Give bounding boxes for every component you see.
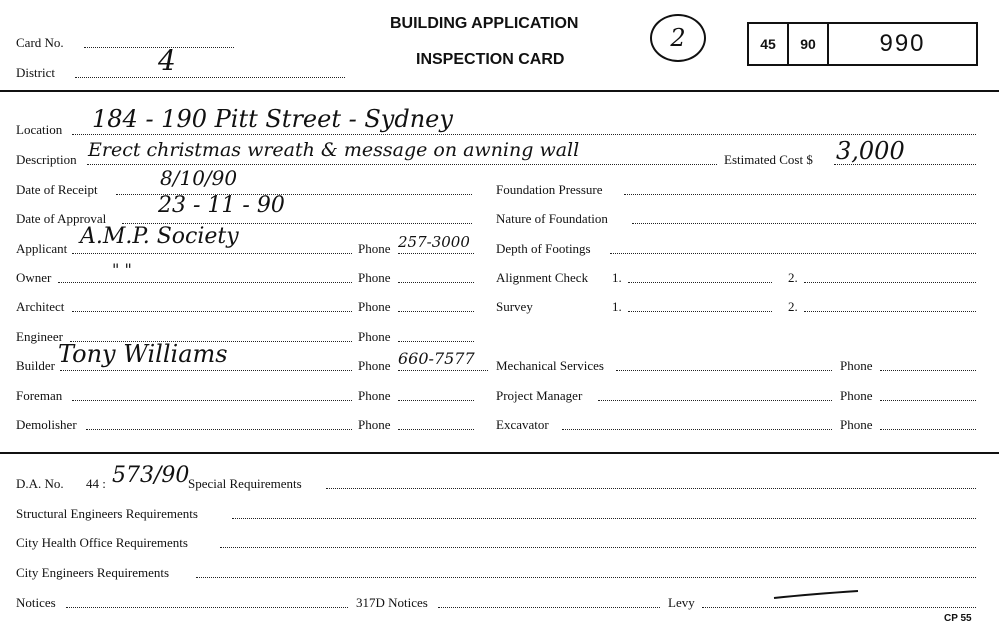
notices-label: Notices [16, 595, 56, 610]
survey-1-label: 1. [612, 299, 622, 314]
alignment-check-1-label: 1. [612, 270, 622, 285]
divider-middle [0, 452, 999, 454]
alignment-check-label: Alignment Check [496, 270, 589, 285]
project-manager-phone-field[interactable] [880, 400, 976, 401]
structural-field[interactable] [232, 518, 976, 519]
project-manager-field[interactable] [598, 400, 832, 401]
engineer-label: Engineer [16, 329, 63, 344]
applicant-field[interactable] [72, 253, 352, 254]
demolisher-phone-label: Phone [358, 417, 391, 432]
notices-field[interactable] [66, 607, 348, 608]
excavator-phone-field[interactable] [880, 429, 976, 430]
ref-box-2: 90 [789, 24, 829, 64]
foreman-phone-field[interactable] [398, 400, 474, 401]
description-value: Erect christmas wreath & message on awning wall [88, 139, 580, 161]
divider-top [0, 90, 999, 92]
form-code: CP 55 [944, 613, 972, 624]
levy-field[interactable] [702, 607, 976, 608]
structural-label: Structural Engineers Requirements [16, 506, 198, 521]
survey-2-field[interactable] [804, 311, 976, 312]
applicant-phone-field[interactable] [398, 253, 474, 254]
form-title-line2: INSPECTION CARD [416, 51, 565, 68]
city-eng-label: City Engineers Requirements [16, 565, 170, 580]
excavator-phone-label: Phone [840, 417, 873, 432]
project-manager-label: Project Manager [496, 388, 583, 403]
mechanical-phone-label: Phone [840, 358, 873, 373]
architect-label: Architect [16, 299, 65, 314]
special-req-field[interactable] [326, 488, 976, 489]
project-manager-phone-label: Phone [840, 388, 873, 403]
form-title-line1: BUILDING APPLICATION [390, 15, 579, 32]
nature-foundation-label: Nature of Foundation [496, 211, 608, 226]
engineer-phone-field[interactable] [398, 341, 474, 342]
applicant-phone-value: 257-3000 [398, 233, 470, 251]
mechanical-label: Mechanical Services [496, 358, 604, 373]
foreman-phone-label: Phone [358, 388, 391, 403]
demolisher-label: Demolisher [16, 417, 77, 432]
da-value: 573/90 [112, 463, 190, 488]
survey-label: Survey [496, 299, 533, 314]
owner-field[interactable] [58, 282, 352, 283]
excavator-field[interactable] [562, 429, 832, 430]
health-field[interactable] [220, 547, 976, 548]
health-label: City Health Office Requirements [16, 535, 188, 550]
builder-phone-label: Phone [358, 358, 391, 373]
location-value: 184 - 190 Pitt Street - Sydney [92, 105, 453, 133]
district-value: 4 [158, 44, 176, 77]
applicant-label: Applicant [16, 241, 68, 256]
builder-phone-field[interactable] [398, 370, 488, 371]
ref-box-1: 45 [749, 24, 789, 64]
foreman-field[interactable] [72, 400, 352, 401]
architect-phone-field[interactable] [398, 311, 474, 312]
card-no-label: Card No. [16, 35, 64, 50]
demolisher-phone-field[interactable] [398, 429, 474, 430]
levy-label: Levy [668, 595, 695, 610]
city-eng-field[interactable] [196, 577, 976, 578]
mechanical-field[interactable] [616, 370, 832, 371]
estimated-cost-label: Estimated Cost $ [724, 152, 813, 167]
builder-phone-value: 660-7577 [398, 349, 475, 368]
da-no-label: D.A. No. [16, 476, 64, 491]
demolisher-field[interactable] [86, 429, 352, 430]
date-approval-label: Date of Approval [16, 211, 107, 226]
survey-1-field[interactable] [628, 311, 772, 312]
estimated-cost-value: 3,000 [836, 137, 905, 165]
architect-phone-label: Phone [358, 299, 391, 314]
location-label: Location [16, 122, 63, 137]
description-label: Description [16, 152, 77, 167]
alignment-check-2-field[interactable] [804, 282, 976, 283]
owner-value: " " [112, 260, 132, 279]
builder-label: Builder [16, 358, 55, 373]
da-prefix: 44 : [86, 476, 106, 491]
levy-pen-stroke [772, 590, 860, 600]
owner-phone-field[interactable] [398, 282, 474, 283]
special-req-label: Special Requirements [188, 476, 302, 491]
alignment-check-1-field[interactable] [628, 282, 772, 283]
applicant-value: A.M.P. Society [80, 224, 239, 249]
owner-label: Owner [16, 270, 52, 285]
foreman-label: Foreman [16, 388, 63, 403]
district-label: District [16, 65, 55, 80]
foundation-pressure-label: Foundation Pressure [496, 182, 603, 197]
depth-footings-field[interactable] [610, 253, 976, 254]
excavator-label: Excavator [496, 417, 549, 432]
depth-footings-label: Depth of Footings [496, 241, 591, 256]
date-receipt-value: 8/10/90 [160, 166, 238, 190]
mechanical-phone-field[interactable] [880, 370, 976, 371]
foundation-pressure-field[interactable] [624, 194, 976, 195]
alignment-check-2-label: 2. [788, 270, 798, 285]
builder-field[interactable] [60, 370, 352, 371]
builder-value: Tony Williams [58, 340, 228, 368]
architect-field[interactable] [72, 311, 352, 312]
district-field[interactable] [75, 77, 345, 78]
applicant-phone-label: Phone [358, 241, 391, 256]
circled-number: 2 [650, 14, 706, 62]
notices-317d-field[interactable] [438, 607, 660, 608]
date-receipt-label: Date of Receipt [16, 182, 98, 197]
date-approval-value: 23 - 11 - 90 [158, 193, 285, 218]
survey-2-label: 2. [788, 299, 798, 314]
location-field[interactable] [72, 134, 976, 135]
owner-phone-label: Phone [358, 270, 391, 285]
ref-box-3: 990 [879, 30, 926, 57]
description-field[interactable] [87, 164, 717, 165]
engineer-phone-label: Phone [358, 329, 391, 344]
notices-317d-label: 317D Notices [356, 595, 428, 610]
reference-boxes [747, 22, 978, 66]
nature-foundation-field[interactable] [632, 223, 976, 224]
